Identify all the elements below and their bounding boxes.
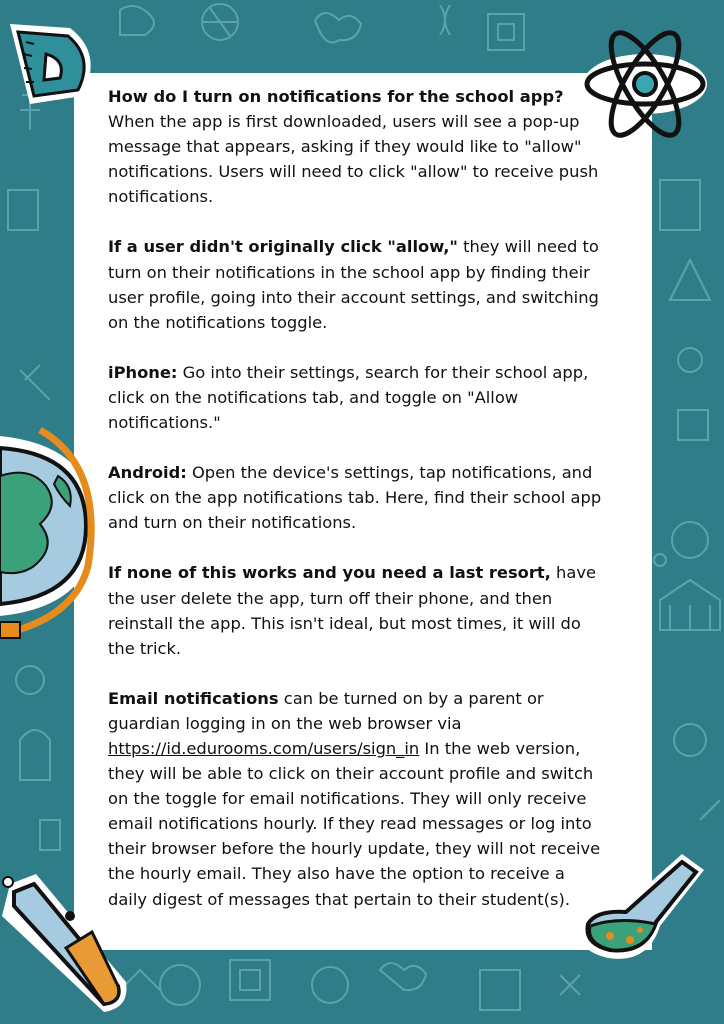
- paragraph-android: [108, 460, 608, 535]
- paragraph-body-continued: In the web version, they will be able to click on their account profile and switch on the toggle for email notifications. They will only receive email notifications hourly. If they read messages or log into their browser before the hourly update, they will not receive the hourly email. They also have the option to receive a daily digest of messages that pertain to their student(s).: [108, 738, 601, 909]
- paragraph-body: Go into their settings, search for their school app, click on the notifications tab, and toggle on "Allow notifications.": [108, 362, 589, 433]
- faq-content: [108, 84, 608, 937]
- paragraph-app-notifications: [108, 84, 608, 209]
- sign-in-link[interactable]: https://id.edurooms.com/users/sign_in: [108, 738, 420, 758]
- paragraph-body: they will need to turn on their notifications in the school app by finding their user profile, going into their account settings, and switching on the notifications toggle.: [108, 237, 599, 332]
- chip-doodle-icon: [488, 14, 524, 50]
- flask-icon: [578, 854, 708, 966]
- paragraph-heading: If a user didn't originally click "allow,": [108, 237, 458, 257]
- beaker-doodle-icon: [660, 180, 700, 230]
- protractor-icon: [0, 14, 110, 114]
- paragraph-email-notifications: [108, 686, 608, 912]
- paragraph-body: When the app is first downloaded, users will see a pop-up message that appears, asking if they would like to "allow" notifications. Users will need to click "allow" to receive push notifications.: [108, 112, 599, 207]
- brain-doodle-icon: [315, 13, 361, 43]
- dna-doodle-icon: [440, 5, 450, 35]
- paragraph-iphone: [108, 360, 608, 435]
- microscope-doodle-icon: [8, 190, 38, 230]
- paragraph-heading: Android:: [108, 463, 187, 483]
- paragraph-body: have the user delete the app, turn off their phone, and then reinstall the app. This isn't ideal, but most times, it will do the trick.: [108, 563, 596, 658]
- paragraph-last-resort: [108, 560, 608, 660]
- rocket-doodle-icon: [670, 260, 710, 300]
- paragraph-heading: If none of this works and you need a last resort,: [108, 563, 551, 583]
- cloud-doodle-icon: [120, 6, 154, 35]
- molecule-doodle-icon: [672, 522, 708, 558]
- globe-icon: [0, 426, 102, 642]
- paragraph-didnt-allow: [108, 234, 608, 334]
- test-tube-icon: [0, 870, 134, 1020]
- atom-icon: [582, 26, 708, 142]
- paragraph-body: can be turned on by a parent or guardian logging in on the web browser via: [108, 688, 544, 733]
- paragraph-heading: How do I turn on notifications for the school app?: [108, 87, 564, 106]
- paragraph-heading: iPhone:: [108, 362, 178, 382]
- paragraph-heading: Email notifications: [108, 688, 279, 708]
- paragraph-body: Open the device's settings, tap notifications, and click on the app notifications tab. Here, find their school app and turn on their notifications.: [108, 463, 602, 533]
